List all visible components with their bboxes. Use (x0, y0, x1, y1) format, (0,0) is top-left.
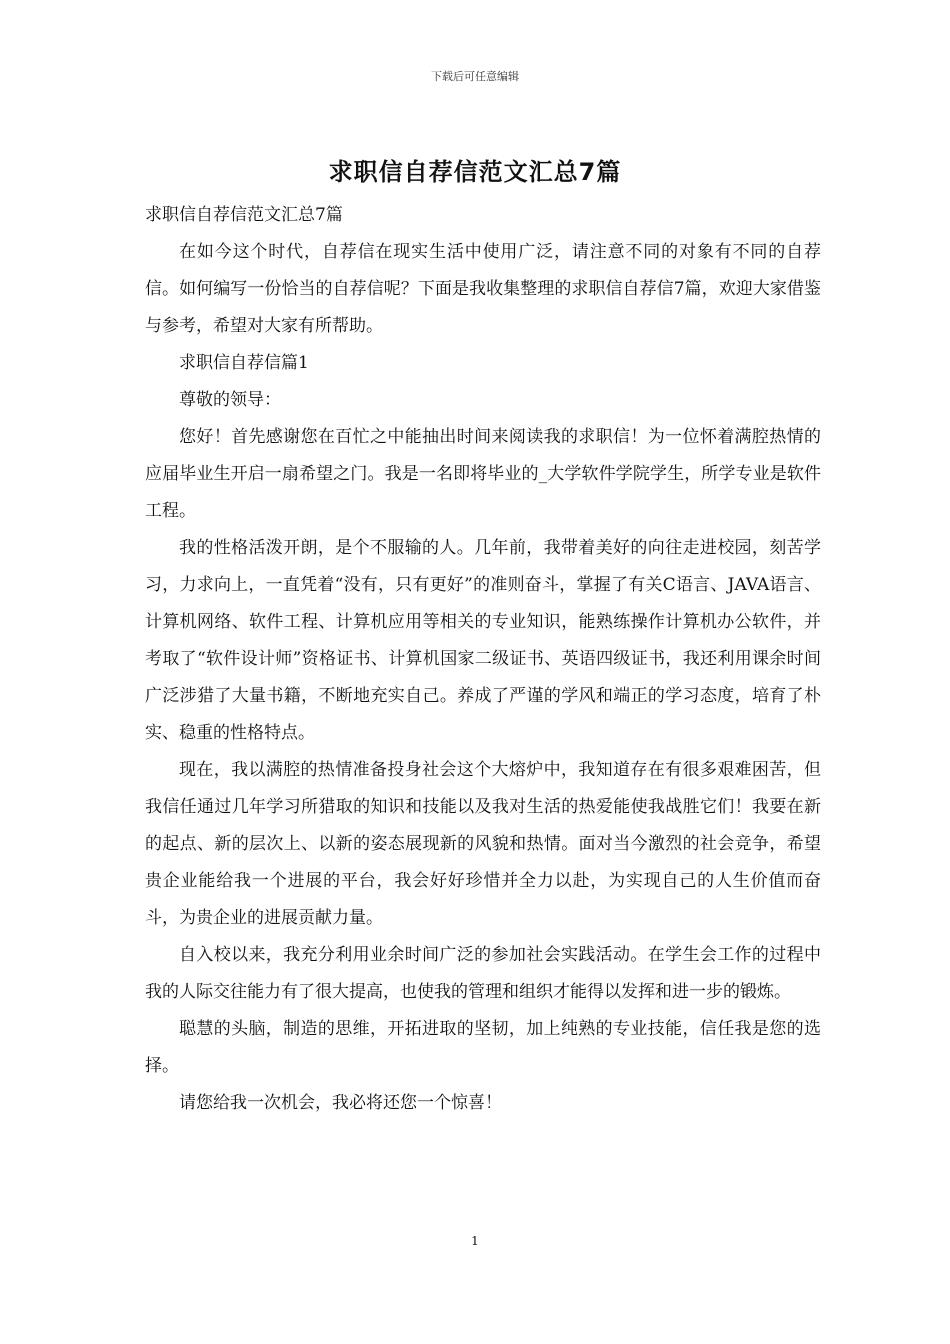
paragraph: 现在，我以满腔的热情准备投身社会这个大熔炉中，我知道存在有很多艰难困苦，但我信任通过几年学习所猎取的知识和技能以及我对生活的热爱能使我战胜它们！我要在新的起点、新的层次上、以新的姿态展现新的风貌和热情。面对当今激烈的社会竞争，希望贵企业能给我一个进展的平台，我会好好珍惜并全力以赴，为实现自己的人生价值而奋斗，为贵企业的进展贡献力量。 (145, 760, 821, 928)
paragraph: 聪慧的头脑，制造的思维，开拓进取的坚韧，加上纯熟的专业技能，信任我是您的选择。 (145, 1019, 821, 1076)
paragraph: 在如今这个时代，自荐信在现实生活中使用广泛，请注意不同的对象有不同的自荐信。如何编写一份恰当的自荐信呢？下面是我收集整理的求职信自荐信7篇，欢迎大家借鉴与参考，希望对大家有所帮助。 (145, 242, 821, 336)
paragraph: 求职信自荐信范文汇总7篇 (145, 205, 343, 225)
paragraph: 尊敬的领导： (179, 390, 281, 410)
paragraph: 自入校以来，我充分利用业余时间广泛的参加社会实践活动。在学生会工作的过程中我的人际交往能力有了很大提高，也使我的管理和组织才能得以发挥和进一步的锻炼。 (145, 945, 821, 1002)
paragraph: 求职信自荐信篇1 (179, 353, 309, 373)
header-note: 下载后可任意编辑 (431, 70, 519, 83)
paragraph: 您好！首先感谢您在百忙之中能抽出时间来阅读我的求职信！为一位怀着满腔热情的应届毕业生开启一扇希望之门。我是一名即将毕业的_大学软件学院学生，所学专业是软件工程。 (145, 427, 821, 521)
paragraph: 请您给我一次机会，我必将还您一个惊喜！ (179, 1093, 502, 1113)
document-title: 求职信自荐信范文汇总7篇 (328, 158, 622, 186)
page-number: 1 (471, 1234, 479, 1248)
paragraph: 我的性格活泼开朗，是个不服输的人。几年前，我带着美好的向往走进校园，刻苦学习，力求向上，一直凭着“没有，只有更好”的准则奋斗，掌握了有关C语言、JAVA语言、计算机网络、软件工程、计算机应用等相关的专业知识，能熟练操作计算机办公软件，并考取了“软件设计师”资格证书、计算机国家二级证书、英语四级证书，我还利用课余时间广泛涉猎了大量书籍，不断地充实自己。养成了严谨的学风和端正的学习态度，培育了朴实、稳重的性格特点。 (145, 538, 821, 743)
document-body (145, 197, 821, 1122)
